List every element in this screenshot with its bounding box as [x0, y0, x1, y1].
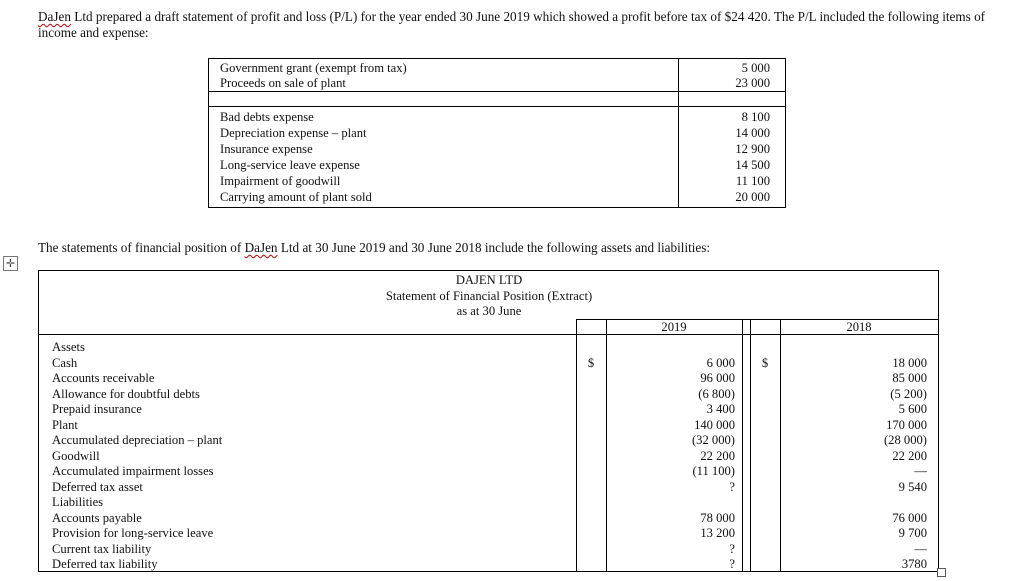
pl-row-income: Proceeds on sale of plant 23 000: [220, 76, 770, 90]
pl-row-expense: Long-service leave expense 14 500: [220, 158, 770, 172]
sofp-value-2019: (6 800): [698, 386, 735, 401]
sofp-row-label: Assets: [52, 340, 85, 354]
sofp-title: Statement of Financial Position (Extract): [385, 289, 593, 303]
sofp-row-label: Liabilities: [52, 495, 104, 509]
company-name-spellcheck: DaJen: [244, 240, 278, 255]
sofp-row-label: Accumulated depreciation – plant: [52, 433, 223, 447]
sofp-row-label: Deferred tax asset: [52, 479, 143, 494]
sofp-row-label: Cash: [52, 355, 78, 370]
sofp-value-2019: 96 000: [700, 371, 735, 385]
pl-row-expense: Carrying amount of plant sold 20 000: [220, 190, 770, 204]
sofp-row-label: Provision for long-service leave: [52, 526, 214, 540]
sofp-row-label: Deferred tax liability: [52, 557, 158, 571]
pl-row-expense: Depreciation expense – plant 14 000: [220, 126, 770, 140]
sofp-row-label: Plant: [52, 417, 78, 432]
sofp-value-2019: 13 200: [700, 526, 735, 540]
sofp-value-2018: 76 000: [892, 510, 927, 525]
sofp-row-label: Current tax liability: [52, 541, 152, 556]
pl-items-table: [208, 58, 786, 208]
sofp-value-2019: 78 000: [700, 510, 735, 525]
year-2018-header: 2018: [846, 320, 872, 334]
sofp-value-2018: 5 600: [898, 402, 927, 416]
sofp-value-2019: (32 000): [691, 433, 735, 447]
currency-2019: $: [587, 356, 595, 370]
sofp-date: as at 30 June: [456, 304, 522, 318]
sofp-row-label: Accounts receivable: [52, 371, 155, 385]
pl-row-expense: Impairment of goodwill 11 100: [220, 174, 770, 188]
sofp-value-2019: 6 000: [706, 355, 735, 370]
sofp-value-2019: ?: [729, 557, 735, 571]
sofp-row-label: Goodwill: [52, 448, 100, 463]
statements-paragraph: The statements of financial position of DaJen Ltd at 30 June 2019 and 30 June 2018 include the following assets and liabilities:: [38, 240, 711, 255]
pl-row-income: Government grant (exempt from tax) 5 000: [220, 61, 770, 75]
sofp-row-label: Allowance for doubtful debts: [52, 386, 200, 401]
sofp-value-2019: (11 100): [692, 464, 735, 478]
pl-row-expense: Insurance expense 12 900: [220, 142, 770, 156]
sofp-company: DAJEN LTD: [455, 273, 523, 287]
move-handle-icon[interactable]: ✛: [3, 256, 18, 271]
pl-row-expense: Bad debts expense 8 100: [220, 110, 770, 124]
year-2019-header: 2019: [661, 320, 687, 334]
sofp-value-2018: —: [914, 541, 927, 556]
company-name-spellcheck: DaJen: [38, 9, 71, 24]
sofp-table: [38, 270, 939, 572]
sofp-value-2019: 22 200: [700, 448, 735, 463]
sofp-value-2018: 3780: [901, 557, 927, 571]
sofp-value-2018: 170 000: [886, 417, 927, 432]
sofp-value-2018: 9 700: [898, 526, 927, 540]
sofp-value-2018: 18 000: [892, 355, 927, 370]
intro-paragraph: DaJen Ltd prepared a draft statement of profit and loss (P/L) for the year ended 30 June 2019 which showed a profit before tax of $24 420. The P/L included the following items of income and expense:: [38, 9, 986, 40]
sofp-row-label: Prepaid insurance: [52, 402, 142, 416]
sofp-value-2018: (28 000): [883, 433, 927, 447]
sofp-value-2019: 140 000: [694, 417, 735, 432]
sofp-value-2019: ?: [729, 541, 735, 556]
table-resize-handle[interactable]: [937, 568, 946, 577]
sofp-value-2018: —: [914, 464, 927, 478]
sofp-value-2018: (5 200): [890, 386, 927, 401]
sofp-value-2019: ?: [729, 479, 735, 494]
sofp-value-2018: 9 540: [898, 479, 927, 494]
sofp-row-label: Accounts payable: [52, 510, 142, 525]
sofp-value-2018: 22 200: [892, 448, 927, 463]
sofp-value-2018: 85 000: [892, 371, 927, 385]
sofp-value-2019: 3 400: [706, 402, 735, 416]
currency-2018: $: [761, 356, 769, 370]
sofp-row-label: Accumulated impairment losses: [52, 464, 214, 478]
